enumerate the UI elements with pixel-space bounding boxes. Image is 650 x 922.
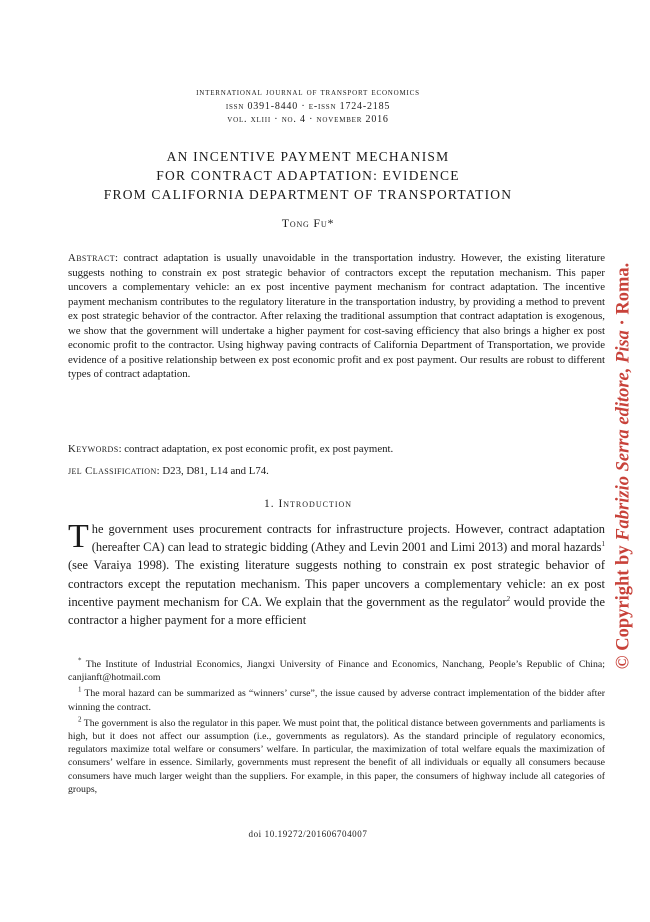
journal-header	[0, 86, 616, 127]
author-name: Tong Fu*	[281, 216, 335, 230]
journal-name: international journal of transport economics	[196, 87, 420, 98]
title-line-1: AN INCENTIVE PAYMENT MECHANISM	[166, 149, 450, 164]
footnote-mark: 2	[78, 715, 82, 724]
jel-label: jel Classification	[68, 465, 157, 477]
abstract-text: : contract adaptation is usually unavoidable in the transportation industry. However, the existing literature suggests nothing to constrain ex post strategic behavior of contractors except the reputation mechanism. This paper uncovers a complementary vehicle: an ex post incentive payment mechanism for contract adaptation. The incentive payment mechanism contributes to the regulatory literature in the transportation industry, by providing a method to prevent ex post strategic behavior of the contractor. After relaxing the traditional assumption that contract adaptation is exogenous, we show that the government will undertake a higher payment for cost-saving efficiency that also brings a higher ex post economic profit to the contractor. Using highway paving contracts of California Department of Transportation, we provide evidence of a positive relationship between ex post economic profit and ex post payment. Our results are robust to different types of contract adaptation.	[68, 252, 605, 380]
footnote-author	[68, 658, 605, 684]
copyright-prefix: © Copyright by	[613, 540, 634, 670]
footnote-mark: *	[78, 656, 82, 665]
footnote-ref-2: 2	[506, 594, 511, 603]
footnote-text: The government is also the regulator in this paper. We must point that, the political distance between governments and parliaments is high, but it does not affect our assumption (i.e., governments as regulators). As the standard principle of regulatory economics, regulators maximize total welfare or consumers’ welfare. In particular, the maximization of total welfare equals the maximization of consumers’ welfare in essence. Similarly, governments must represent the benefit of all individuals or equally all consumers because consumers have much larger weight than the suppliers. For example, in this paper, the consumers of highway include all categories of groups,	[68, 717, 605, 795]
title-line-3: FROM CALIFORNIA DEPARTMENT OF TRANSPORTATION	[103, 187, 513, 202]
keywords-label: Keywords	[68, 443, 119, 455]
keywords	[68, 442, 605, 456]
footnote-1	[68, 687, 605, 713]
footnote-ref-1: 1	[601, 540, 605, 549]
footnotes	[68, 658, 605, 799]
jel-classification	[68, 464, 605, 478]
intro-text-1: he government uses procurement contracts for infrastructure projects. However, contract adaptation (hereafter CA) can lead to strategic bidding (Athey and Levin 2001 and Limi 2013) and moral hazards	[91, 522, 605, 555]
footnote-text: The moral hazard can be summarized as “winners’ curse”, the issue caused by adverse contract implementation of the bidder after winning the contract.	[68, 688, 605, 713]
paper-title	[0, 147, 616, 204]
copyright-watermark	[614, 263, 635, 669]
introduction-paragraph	[68, 520, 605, 629]
jel-text: : D23, D81, L14 and L74.	[156, 465, 269, 477]
doi: doi 10.19272/201606704007	[248, 829, 368, 839]
drop-cap: T	[68, 518, 89, 555]
section-heading: 1. Introduction	[263, 498, 353, 510]
footnote-mark: 1	[78, 686, 82, 695]
copyright-suffix: · Roma.	[613, 262, 634, 331]
abstract	[68, 251, 605, 382]
footnote-text: The Institute of Industrial Economics, Jiangxi University of Finance and Economics, Nanchang, People’s Republic of China; canjianft@hotmail.com	[68, 659, 605, 684]
journal-volume: vol. xliii · no. 4 · november 2016	[227, 114, 389, 125]
title-line-2: FOR CONTRACT ADAPTATION: EVIDENCE	[156, 168, 460, 183]
intro-text-2: (see Varaiya 1998). The existing literature suggests nothing to constrain ex post strategic behavior of contractors except the reputation mechanism. This paper uncovers a complementary vehicle: an ex post incentive payment mechanism for CA. We explain that the government as the regulator	[68, 558, 605, 609]
intro-text-3: would provide the contractor a higher payment for a more efficient	[68, 594, 605, 628]
abstract-label: Abstract	[68, 252, 116, 264]
footnote-2	[68, 717, 605, 796]
keywords-text: : contract adaptation, ex post economic profit, ex post payment.	[118, 443, 394, 455]
journal-issn: issn 0391-8440 · e-issn 1724-2185	[225, 100, 391, 112]
copyright-publisher: Fabrizio Serra editore, Pisa	[613, 330, 634, 541]
